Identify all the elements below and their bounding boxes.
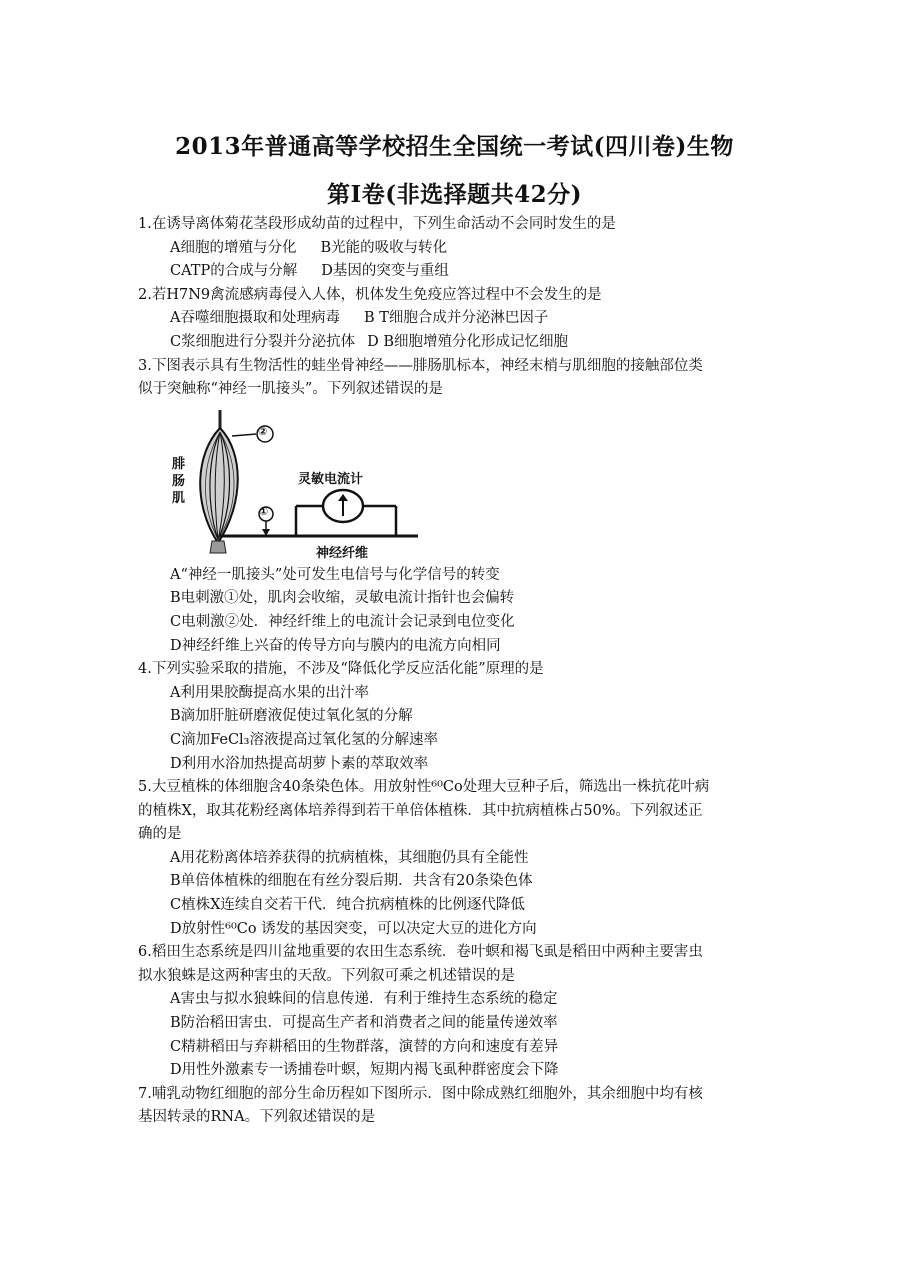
question-6-stem-line-1: 6.稻田生态系统是四川盆地重要的农田生态系统．卷叶螟和褐飞虱是稻田中两种主要害虫 — [138, 944, 703, 961]
question-6-option-b: B防治稻田害虫．可提高生产者和消费者之间的能量传递效率 — [170, 1015, 558, 1032]
option-c: CATP的合成与分解 — [170, 263, 298, 280]
question-5-option-b: B单倍体植株的细胞在有丝分裂后期．共含有20条染色体 — [170, 873, 533, 890]
question-5-option-c: C植株X连续自交若干代．纯合抗病植株的比例逐代降低 — [170, 897, 525, 914]
question-5-option-a: A用花粉离体培养获得的抗病植株，其细胞仍具有全能性 — [170, 849, 529, 866]
question-6-option-a: A害虫与拟水狼蛛间的信息传递．有利于维持生态系统的稳定 — [170, 991, 558, 1008]
question-4-option-d: D利用水浴加热提高胡萝卜素的萃取效率 — [170, 755, 429, 772]
question-6-option-c: C精耕稻田与弃耕稻田的生物群落，演替的方向和速度有差异 — [170, 1038, 559, 1055]
question-5-option-d: D放射性⁶⁰Co 诱发的基因突变，可以决定大豆的进化方向 — [170, 920, 537, 937]
question-4-option-b: B滴加肝脏研磨液促使过氧化氢的分解 — [170, 708, 413, 725]
question-1-stem: 1.在诱导离体菊花茎段形成幼苗的过程中，下列生命活动不会同时发生的是 — [138, 216, 616, 232]
question-3-stem-line-1: 3.下图表示具有生物活性的蛙坐骨神经——腓肠肌标本，神经末梢与肌细胞的接触部位类 — [138, 357, 703, 374]
question-list — [138, 213, 778, 1130]
question-7-stem-line-1: 7.哺乳动物红细胞的部分生命历程如下图所示．图中除成熟红细胞外，其余细胞中均有核 — [138, 1085, 703, 1102]
question-2-options-row-1 — [138, 307, 778, 331]
question-7-stem-line-2: 基因转录的RNA。下列叙述错误的是 — [138, 1109, 376, 1126]
question-6-option-d: D用性外激素专一诱捕卷叶螟，短期内褐飞虱种群密度会下降 — [170, 1062, 559, 1079]
option-b: B光能的吸收与转化 — [320, 239, 448, 256]
question-2-options-row-2 — [138, 331, 778, 355]
question-5-stem-line-1: 5.大豆植株的体细胞含40条染色体。用放射性⁶⁰Co处理大豆种子后，筛选出一株抗花叶病 — [138, 779, 710, 796]
question-5-stem-line-2: 的植株X，取其花粉经离体培养得到若干单倍体植株．其中抗病植株占50%。下列叙述正 — [138, 802, 703, 819]
stimulus-point-2: ② — [258, 424, 268, 438]
option-d: D基因的突变与重组 — [321, 263, 449, 280]
nerve-fiber-label: 神经纤维 — [316, 545, 369, 561]
galvanometer-label: 灵敏电流计 — [298, 471, 364, 487]
question-1-options-row-2 — [138, 260, 778, 284]
document-title: 2013年普通高等学校招生全国统一考试(四川卷)生物 — [175, 133, 734, 160]
question-5-stem-line-3: 确的是 — [138, 826, 182, 843]
question-3-option-d: D神经纤维上兴奋的传导方向与膜内的电流方向相同 — [170, 637, 501, 654]
option-b: B T细胞合成并分泌淋巴因子 — [363, 310, 549, 327]
nerve-muscle-figure — [168, 408, 428, 561]
question-3-option-b: B电刺激①处，肌肉会收缩，灵敏电流计指针也会偏转 — [170, 590, 515, 607]
question-3-stem-line-2: 似于突触称“神经一肌接头”。下列叙述错误的是 — [138, 381, 443, 398]
muscle-label: 腓肠肌 — [172, 456, 186, 506]
option-a: A吞噬细胞摄取和处理病毒 — [170, 310, 340, 327]
option-c: C浆细胞进行分裂并分泌抗体 — [170, 333, 356, 350]
question-4-stem: 4.下列实验采取的措施，不涉及“降低化学反应活化能”原理的是 — [138, 661, 544, 678]
question-3-option-a: A“神经一肌接头”处可发生电信号与化学信号的转变 — [170, 566, 500, 583]
question-1-options-row-1 — [138, 237, 778, 261]
question-3-option-c: C电刺激②处．神经纤维上的电流计会记录到电位变化 — [170, 613, 515, 630]
question-6-stem-line-2: 拟水狼蛛是这两种害虫的天敌。下列叙可乘之机述错误的是 — [138, 967, 515, 984]
option-d: D B细胞增殖分化形成记忆细胞 — [367, 333, 568, 350]
section-title: 第Ⅰ卷(非选择题共42分) — [326, 181, 583, 208]
question-4-option-c: C滴加FeCl₃溶液提高过氧化氢的分解速率 — [170, 731, 438, 748]
stimulus-point-1: ① — [259, 504, 269, 518]
option-a: A细胞的增殖与分化 — [170, 239, 297, 256]
question-2-stem: 2.若H7N9禽流感病毒侵入人体，机体发生免疫应答过程中不会发生的是 — [138, 286, 602, 303]
question-4-option-a: A利用果胶酶提高水果的出汁率 — [170, 684, 369, 701]
